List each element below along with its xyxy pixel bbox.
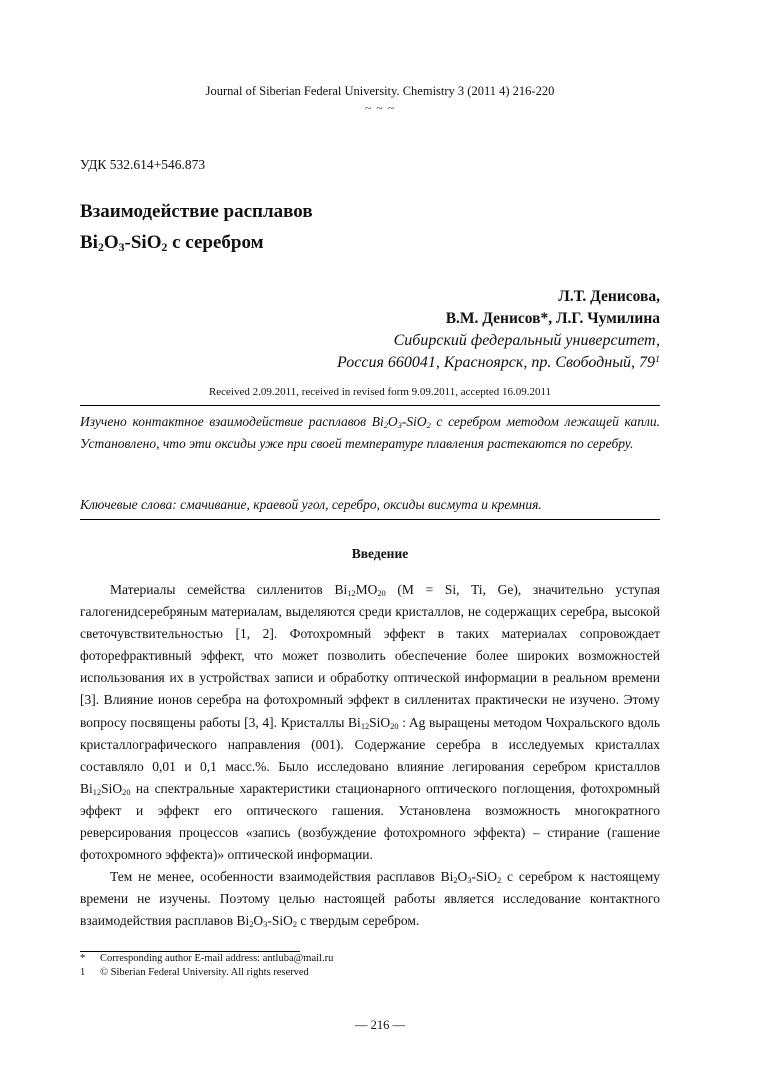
udk-code: УДК 532.614+546.873	[80, 157, 206, 172]
keywords: Ключевые слова: смачивание, краевой угол, серебро, оксиды висмута и кремния.	[80, 497, 542, 512]
paragraph-1: Материалы семейства силленитов $Bi_{12}MO_{20}$ (M = Si, Ti, Ge), значительно уступая галогенидсеребряным материалам, выделяются среди кристаллов, не содержащих серебра, высокой светочувствительностью [1, 2]. Фотохромный эффект в таких материалах сопровождает фоторефрактивный эффект, что может позволить обеспечение более широких возможностей использования их в устройствах записи и обработку оптической информации в реальном времени [3]. Влияние ионов серебра на фотохромный эффект в силленитах практически не изучено. Этому вопросу посвящены работы [3, 4]. Кристаллы $Bi_{12}SiO_{20}$ : Ag выращены методом Чохральского вдоль кристаллографического направления (001). Содержание серебра в исследуемых кристаллах составляло 0,01 и 0,1 масс.%. Было исследовано влияние легирования серебром кристаллов $Bi_{12}SiO_{20}$ на спектральные характеристики стационарного оптического поглощения, фотохромный эффект и эффект его оптического гашения. Установлена возможность многократного реверсирования процессов «запись (возбуждение фотохромного эффекта) – стирание (гашение фотохромного эффекта)» оптической информации.	[80, 582, 660, 863]
affiliation-line-1: Сибирский федеральный университет,	[393, 332, 660, 349]
body-text	[80, 579, 660, 933]
header-ornament: ~ ~ ~	[364, 101, 396, 115]
page-number: — 216 —	[355, 1018, 405, 1032]
title-line-1: Взаимодействие расплавов	[80, 201, 313, 222]
abstract: Изучено контактное взаимодействие расплавов $Bi_2O_3-SiO_2$ с серебром методом лежащей капли. Установлено, что эти оксиды уже при своей температуре плавления растекаются по серебру.	[80, 414, 660, 451]
abstract-top-rule	[80, 405, 660, 406]
footnote-1: * Corresponding author E-mail address: antluba@mail.ru	[80, 953, 334, 964]
article-title	[80, 196, 313, 258]
keywords-bottom-rule	[80, 519, 660, 520]
received-dates: Received 2.09.2011, received in revised form 9.09.2011, accepted 16.09.2011	[208, 386, 552, 398]
title-line-2: $Bi_2O_3-SiO_2$ с серебром	[80, 232, 264, 254]
paragraph-2: Тем не менее, особенности взаимодействия расплавов $Bi_2O_3-SiO_2$ с серебром к настоящему времени не изучены. Поэтому целью настоящей работы является исследование контактного взаимодействия расплавов $Bi_2O_3-SiO_2$ с твердым серебром.	[80, 869, 660, 930]
author-line-1: Л.Т. Денисова,	[558, 288, 660, 305]
author-line-2: В.М. Денисов*, Л.Г. Чумилина	[445, 310, 660, 327]
footnote-2: 1 © Siberian Federal University. All rights reserved	[80, 967, 309, 978]
affiliation-line-2: Россия 660041, Красноярск, пр. Свободный, $79^1$	[337, 354, 660, 371]
section-heading: Введение	[351, 546, 409, 561]
journal-header: Journal of Siberian Federal University. Chemistry 3 (2011 4) 216-220	[205, 84, 555, 98]
authors-block	[337, 286, 660, 374]
footnote-rule	[80, 951, 300, 952]
